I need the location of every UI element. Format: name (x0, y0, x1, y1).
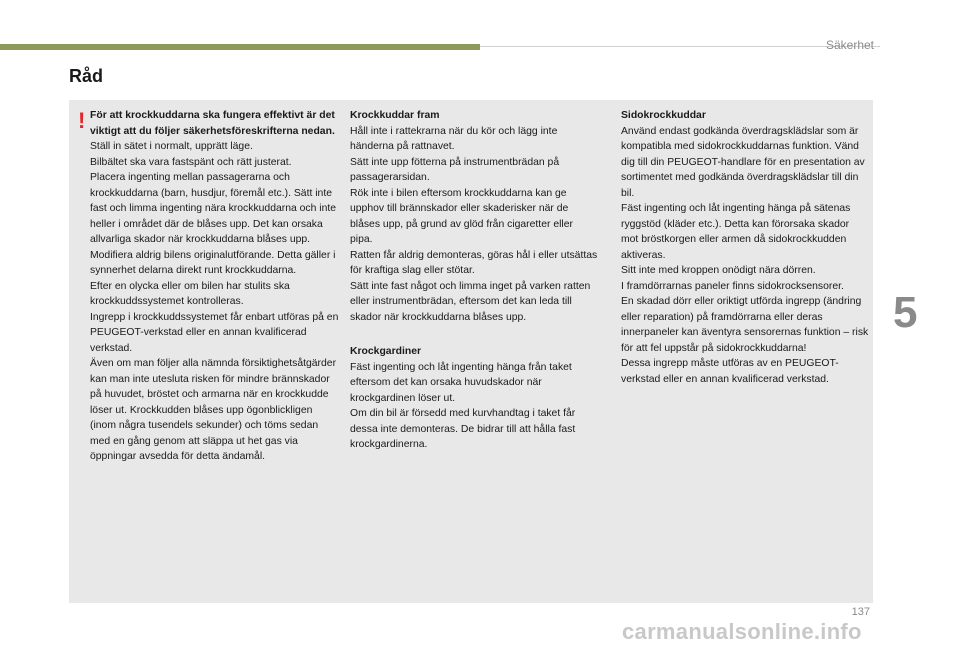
general-body: Ställ in sätet i normalt, upprätt läge. Bilbältet ska vara fastspänt och rätt justerat. Placera ingenting mellan passagerarna och krockkuddarna (barn, husdjur, föremål etc.). Sätt inte fast och limma ingenting nära krockkuddarna och inte heller i området där de blåses upp. Det kan orsaka allvarliga skador när krockkuddarna blåses upp. Modifiera aldrig bilens originalutförande. Detta gäller i synnerhet delarna direkt runt krockkuddarna. Efter en olycka eller om bilen har stulits ska krockkuddssystemet kontrolleras. Ingrepp i krockkuddssystemet får enbart utföras på en PEUGEOT-verkstad eller en annan kvalificerad verkstad. Även om man följer alla nämnda försiktighetsåtgärder kan man inte utesluta risken för mindre brännskador på huvudet, bröstet och armarna när en krockkudde löser ut. Krockkudden blåses upp ögonblickligen (inom några tusendels sekunder) och töms sedan med en gång genom att släppa ut het gas via öppningar avsedda för detta ändamål. (90, 141, 339, 462)
page-number: 137 (851, 606, 870, 618)
curtain-airbags-heading: Krockgardiner (350, 346, 422, 357)
curtain-airbags-body: Fäst ingenting och låt ingenting hänga från taket eftersom det kan orsaka huvudskador när krockgardinen löser ut. Om din bil är försedd med kurvhandtag i taket får dessa inte demonteras. De bidrar till att hålla fast krockgardinerna. (350, 361, 576, 450)
advice-panel (69, 100, 873, 603)
column-side-airbags (621, 108, 869, 387)
exclamation-icon: ! (78, 108, 86, 133)
side-airbags-body: Använd endast godkända överdragsklädslar som är kompatibla med sidokrockkuddarnas funktion. Vänd dig till din PEUGEOT-handlare för en presentation av sortimentet med godkända överdragsklädslar till din bil. Fäst ingenting och låt ingenting hänga på sätenas ryggstöd (kläder etc.). Detta kan förorsaka skador mot bröstkorgen eller armen då sidokrockkudden aktiveras. Sitt inte med kroppen onödigt nära dörren. I framdörrarnas paneler finns sidokrocksensorer. En skadad dörr eller oriktigt utförda ingrepp (ändring eller reparation) på framdörrarna eller deras innerpaneler kan äventyra sensorernas funktion – risk för att fel uppstår på sidokrockkuddarna! Dessa ingrepp måste utföras av en PEUGEOT-verkstad eller en annan kvalificerad verkstad. (621, 125, 869, 385)
general-heading: För att krockkuddarna ska fungera effektivt är det viktigt att du följer säkerhetsföreskrifterna nedan. (90, 110, 335, 137)
chapter-number: 5 (893, 288, 918, 337)
header-accent-bar (0, 44, 480, 50)
column-general (90, 108, 340, 465)
page-title: Råd (69, 66, 104, 86)
watermark: carmanualsonline.info (622, 619, 862, 644)
front-airbags-body: Håll inte i rattekrarna när du kör och lägg inte händerna på rattnavet. Sätt inte upp fötterna på instrumentbrädan på passagerarsidan. Rök inte i bilen eftersom krockkuddarna kan ge upphov till brännskador eller skaderisker när de blåses upp, på grund av glöd från cigaretter eller pipa. Ratten får aldrig demonteras, göras hål i eller utsättas för kraftiga slag eller stötar. Sätt inte fast något och limma inget på varken ratten eller instrumentbrädan, eftersom det kan leda till skador när krockkuddarna blåses upp. (350, 125, 598, 323)
section-label: Säkerhet (825, 38, 874, 52)
side-airbags-heading: Sidokrockkuddar (621, 110, 706, 121)
header-divider (480, 46, 880, 47)
column-front-airbags (350, 108, 598, 453)
front-airbags-heading: Krockkuddar fram (350, 110, 440, 121)
